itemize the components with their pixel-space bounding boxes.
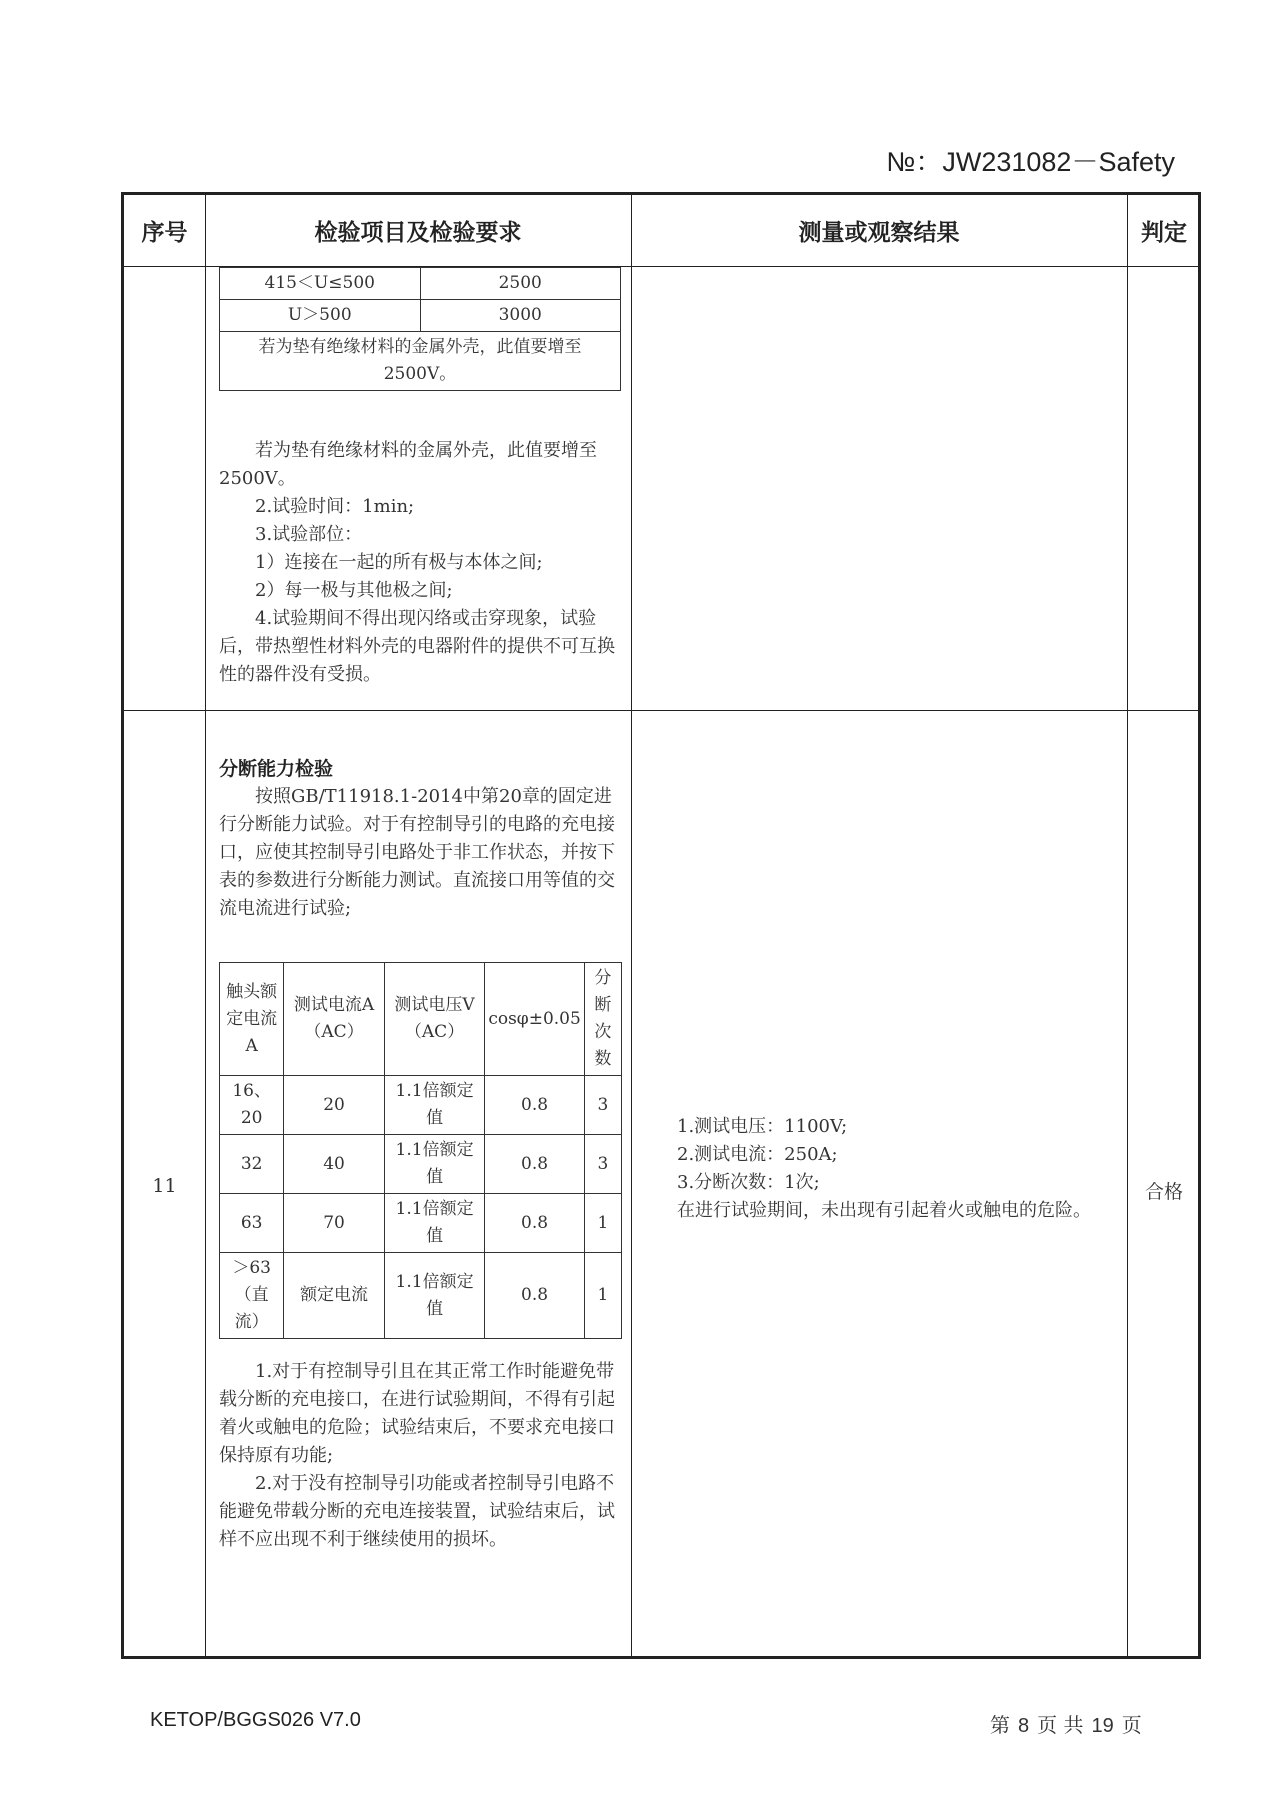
result-line: 2.测试电流：250A;: [677, 1144, 838, 1165]
breaking-test-table: [219, 962, 622, 1339]
page-suffix: 页: [1121, 1713, 1142, 1737]
table-row: [220, 268, 621, 300]
table-cell: 1: [584, 1194, 621, 1253]
document-code: KETOP/BGGS026 V7.0: [150, 1709, 361, 1731]
col-divider-1: [205, 195, 206, 1656]
col-divider-2: [631, 195, 632, 1656]
requirement-line: 若为垫有绝缘材料的金属外壳，此值要增至2500V。: [219, 440, 597, 489]
page-mid: 页 共: [1037, 1713, 1084, 1737]
row-seq-number: 11: [152, 1175, 177, 1197]
page-indicator: [990, 1709, 1142, 1738]
section-intro: 按照GB/T11918.1-2014中第20章的固定进行分断能力试验。对于有控制导引的电路的充电接口，应使其控制导引电路处于非工作状态，并按下表的参数进行分断能力测试。直流接口用等值的交流电流进行试验;: [219, 786, 615, 919]
requirement-line: 4.试验期间不得出现闪络或击穿现象，试验后，带热塑性材料外壳的电器附件的提供不可互换性的器件没有受损。: [219, 608, 615, 685]
table-cell: 0.8: [485, 1076, 584, 1135]
voltage-range-cell: U＞500: [220, 300, 421, 332]
table-row: [220, 300, 621, 332]
table-cell: ＞63（直流）: [220, 1253, 284, 1339]
table-cell: 1.1倍额定值: [384, 1076, 485, 1135]
note-line: 2.对于没有控制导引功能或者控制导引电路不能避免带载分断的充电连接装置，试验结束后，试样不应出现不利于继续使用的损坏。: [219, 1473, 615, 1550]
table-header-cell: 测试电流A（AC）: [284, 963, 385, 1076]
voltage-range-cell: 415＜U≤500: [220, 268, 421, 300]
table-cell: 1.1倍额定值: [384, 1253, 485, 1339]
table-cell: 3: [584, 1076, 621, 1135]
table-cell: 63: [220, 1194, 284, 1253]
page-prefix: 第: [990, 1713, 1010, 1737]
table-row: [220, 332, 621, 391]
table-header-cell: 测试电压V（AC）: [384, 963, 485, 1076]
table-cell: 20: [284, 1076, 385, 1135]
header-seq: 序号: [141, 220, 188, 246]
table-cell: 32: [220, 1135, 284, 1194]
table-cell: 40: [284, 1135, 385, 1194]
test-voltage-cell: 2500: [420, 268, 621, 300]
withstand-requirements: [219, 437, 621, 689]
table-header-cell: cosφ±0.05: [485, 963, 584, 1076]
table-header-cell: 触头额定电流A: [220, 963, 284, 1076]
table-cell: 16、20: [220, 1076, 284, 1135]
table-row: [220, 1194, 622, 1253]
requirement-line: 3.试验部位：: [255, 524, 363, 545]
result-line: 3.分断次数：1次;: [677, 1172, 820, 1193]
table-cell: 0.8: [485, 1253, 584, 1339]
note-line: 1.对于有控制导引且在其正常工作时能避免带载分断的充电接口，在进行试验期间，不得有引起着火或触电的危险；试验结束后，不要求充电接口保持原有功能;: [219, 1361, 615, 1466]
result-line: 1.测试电压：1100V;: [677, 1116, 848, 1137]
inspection-table: [121, 192, 1201, 1659]
col-divider-3: [1127, 195, 1128, 1656]
table-cell: 0.8: [485, 1135, 584, 1194]
table-header-cell: 分断次数: [584, 963, 621, 1076]
table-note-cell: 若为垫有绝缘材料的金属外壳，此值要增至2500V。: [220, 332, 621, 391]
result-line: 在进行试验期间，未出现有引起着火或触电的危险。: [677, 1200, 1091, 1221]
row-divider: [124, 710, 1198, 711]
table-row: [220, 1076, 622, 1135]
table-cell: 0.8: [485, 1194, 584, 1253]
voltage-table: [219, 267, 621, 391]
breaking-capacity-notes: [219, 1358, 621, 1554]
header-result: 测量或观察结果: [798, 220, 960, 246]
measurement-results: [641, 1113, 1117, 1225]
header-verdict: 判定: [1141, 220, 1187, 246]
table-header-row: [220, 963, 622, 1076]
header-item: 检验项目及检验要求: [314, 220, 522, 246]
requirement-line: 2）每一极与其他极之间;: [255, 580, 453, 601]
table-cell: 3: [584, 1135, 621, 1194]
table-cell: 70: [284, 1194, 385, 1253]
table-row: [220, 1135, 622, 1194]
breaking-capacity-requirements: [219, 755, 621, 923]
requirement-line: 1）连接在一起的所有极与本体之间;: [255, 552, 543, 573]
table-cell: 1.1倍额定值: [384, 1135, 485, 1194]
page-total: 19: [1091, 1715, 1114, 1737]
table-cell: 1: [584, 1253, 621, 1339]
test-voltage-cell: 3000: [420, 300, 621, 332]
verdict-value: 合格: [1144, 1181, 1183, 1203]
table-cell: 额定电流: [284, 1253, 385, 1339]
section-title: 分断能力检验: [219, 758, 334, 780]
report-number: №：JW231082－Safety: [886, 147, 1175, 177]
table-row: [220, 1253, 622, 1339]
requirement-line: 2.试验时间：1min;: [255, 496, 415, 517]
page-current: 8: [1018, 1715, 1030, 1737]
table-cell: 1.1倍额定值: [384, 1194, 485, 1253]
